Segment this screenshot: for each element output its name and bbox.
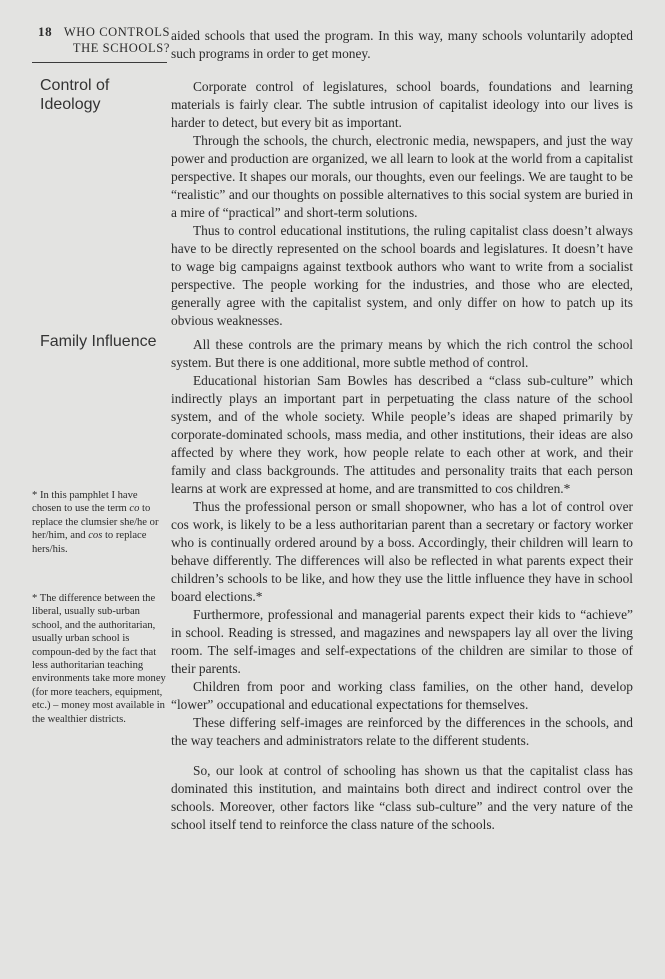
section-body-ideology — [171, 78, 633, 330]
running-title-line1: WHO CONTROLS — [63, 25, 170, 39]
paragraph: All these controls are the primary means by which the rich control the school system. But there is one additional, more subtle method of control. — [171, 337, 633, 370]
section-body-family — [171, 336, 633, 834]
running-title-line2: THE SCHOOLS? — [72, 41, 170, 55]
paragraph: Furthermore, professional and managerial parents expect their kids to “achieve” in school. Reading is stressed, and magazines and newspapers lay all over the living room. The self-images and self-expectations of the children are similar to those of their parents. — [171, 607, 633, 676]
paragraph: These differing self-images are reinforced by the differences in the schools, and the way teachers and administrators relate to the different students. — [171, 715, 633, 748]
intro-text — [171, 27, 633, 63]
paragraph: Thus the professional person or small shopowner, who has a lot of control over cos work, is likely to be a less authoritarian parent than a secretary or factory worker who is continually ordered around by a boss. Accordingly, their children will learn to behave differently. The differences will also be reflected in what parents expect their children’s schools to be like, and how they use the little influence they have in school board elections.* — [171, 499, 633, 604]
paragraph: Thus to control educational institutions, the ruling capitalist class doesn’t always have to be directly represented on the school boards and legislatures. It doesn’t have to wage big campaigns against textbook authors who want to write from a socialist perspective. The people working for the industries, and those who are elected, generally agree with the capitalist system, and only differ on how to patch up its obvious weaknesses. — [171, 223, 633, 328]
section-heading-family: Family Influence — [40, 333, 157, 350]
paragraph: Educational historian Sam Bowles has described a “class sub-culture” which indirectly plays an important part in perpetuating the class nature of the school system, and of the whole society. While people’s ideas are shaped primarily by corporate-dominated schools, mass media, and other institutions, their ideas are also affected by where they work, how people relate to each other at work, and their family and class backgrounds. The attitudes and personality traits that each person learns at work are expressed at home, and are transmitted to cos children.* — [171, 373, 633, 496]
paragraph: Corporate control of legislatures, school boards, foundations and learning materials is fairly clear. The subtle intrusion of capitalist ideology into our lives is harder to detect, but every bit as important. — [171, 79, 633, 130]
section-heading-ideology: Control of Ideology — [40, 77, 110, 113]
paragraph: aided schools that used the program. In this way, many schools voluntarily adopted such programs in order to get money. — [171, 28, 633, 61]
paragraph: Children from poor and working class families, on the other hand, develop “lower” occupational and educational expectations for themselves. — [171, 679, 633, 712]
header-rule — [32, 62, 167, 63]
footnote-co-term: * In this pamphlet I have chosen to use the term co to replace the clumsier she/he or her/him, and cos to replace hers/his. — [32, 490, 159, 555]
running-title — [55, 24, 170, 56]
footnote-school-difference: * The difference between the liberal, usually sub-urban school, and the authoritarian, usually urban school is compoun-ded by the fact that less authoritarian teaching environments take more money (for more teachers, equipment, etc.) – money most available in the wealthier districts. — [32, 593, 166, 725]
paragraph: So, our look at control of schooling has shown us that the capitalist class has dominated this institution, and maintains both direct and indirect control over the schools. Moreover, other factors like “class sub-culture” and the very nature of the school itself tend to reinforce the class nature of the schools. — [171, 763, 633, 832]
paragraph: Through the schools, the church, electronic media, newspapers, and just the way power and production are organized, we all learn to look at the world from a capitalist perspective. It shapes our morals, our thoughts, even our feelings. We are taught to be “realistic” and our thoughts on possible alternatives to this social system are buried in a mire of “practical” and short-term solutions. — [171, 133, 633, 220]
page-number: 18 — [38, 24, 53, 39]
